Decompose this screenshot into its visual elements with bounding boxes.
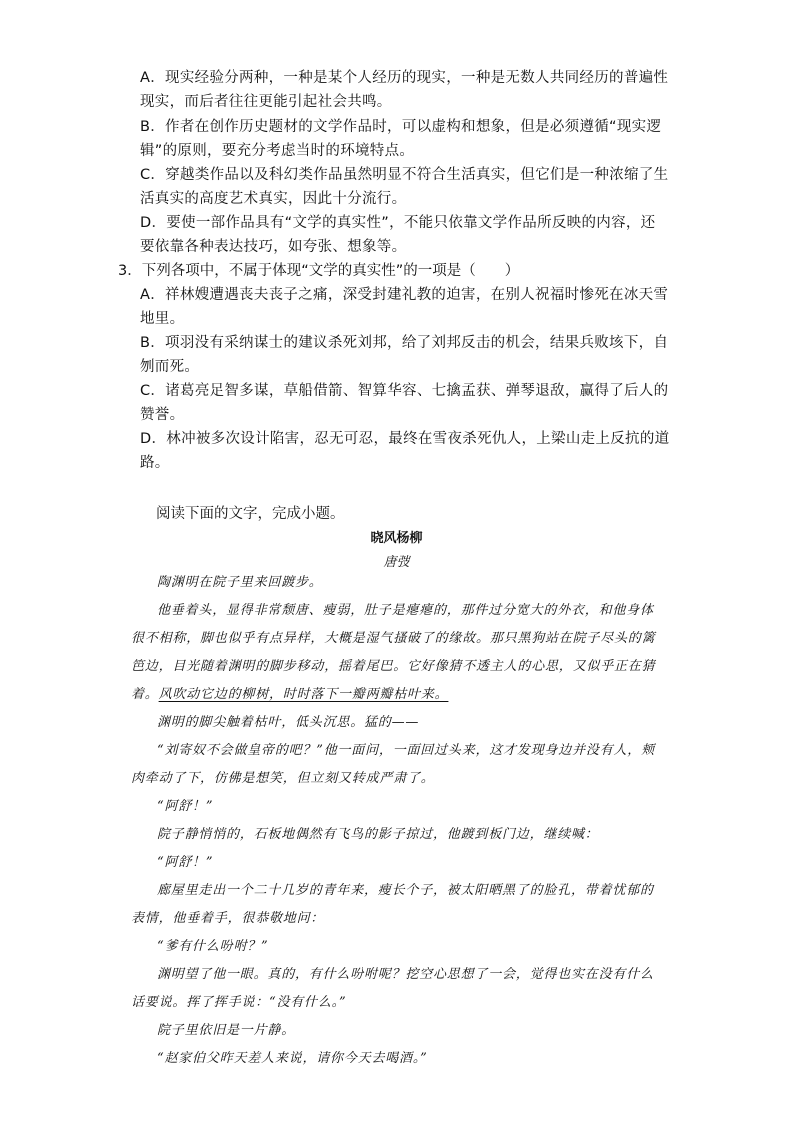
story-title: 晓风杨柳 xyxy=(370,531,423,546)
q2-option-c: C．穿越类作品以及科幻类作品虽然明显不符合生活真实，但它们是一种浓缩了生活真实的高度艺术真实，因此十分流行。 xyxy=(140,167,669,207)
q3-option-d: D．林冲被多次设计陷害，忍无可忍，最终在雪夜杀死仇人，上梁山走上反抗的道路。 xyxy=(140,431,670,471)
q2-option-d: D．要使一部作品具有“文学的真实性”，不能只依靠文学作品所反映的内容，还要依靠各种表达技巧，如夸张、想象等。 xyxy=(140,215,656,255)
story-paragraph: 廊屋里走出一个二十几岁的青年来，瘦长个子，被太阳晒黑了的脸孔，带着忧郁的表情，他垂着手，很恭敬地问： xyxy=(131,883,654,926)
story-paragraph xyxy=(131,597,666,709)
story-paragraph: 渊明望了他一眼。真的，有什么吩咐呢？挖空心思想了一会，觉得也实在没有什么话要说。挥了挥手说：“没有什么。” xyxy=(131,967,654,1010)
q3-option-c: C．诸葛亮足智多谋，草船借箭、智算华容、七擒孟获、弹琴退敌，赢得了后人的赞誉。 xyxy=(140,383,669,423)
story-paragraph: “爹有什么吩咐？” xyxy=(157,939,269,954)
story-text: 他垂着头，显得非常颓唐、瘦弱，肚子是瘪瘪的，那件过分宽大的外衣，和他身体很不相称，脚也似乎有点异样，大概是湿气搔破了的缘故。那只黑狗站在院子尽头的篱笆边，目光随着渊明的脚步移动，摇着尾巴。它好像猜不透主人的心思，又似乎正在猜着。 xyxy=(131,603,656,702)
q3-stem: 3．下列各项中，不属于体现“文学的真实性”的一项是（ ） xyxy=(118,263,520,279)
story-paragraph: 院子静悄悄的，石板地偶然有飞鸟的影子掠过，他踱到板门边，继续喊： xyxy=(157,827,599,842)
underlined-sentence: 风吹动它边的柳树，时时落下一瓣两瓣枯叶来。 xyxy=(158,687,449,702)
story-body xyxy=(131,569,666,1073)
q2-option-b: B．作者在创作历史题材的文学作品时，可以虚构和想象，但是必须遵循“现实逻辑”的原则，要充分考虑当时的环境特点。 xyxy=(140,119,662,159)
story-paragraph: 渊明的脚尖触着枯叶，低头沉思。猛的—— xyxy=(157,715,420,730)
story-paragraph: 陶渊明在院子里来回踱步。 xyxy=(157,575,323,590)
story-paragraph: 院子里依旧是一片静。 xyxy=(157,1023,296,1038)
story-paragraph: “阿舒！” xyxy=(157,855,214,870)
q3-option-a: A．祥林嫂遭遇丧夫丧子之痛，深受封建礼教的迫害，在别人祝福时惨死在冰天雪地里。 xyxy=(140,287,669,327)
reading-instruction: 阅读下面的文字，完成小题。 xyxy=(156,506,345,522)
story-paragraph: “赵家伯父昨天差人来说，请你今天去喝酒。” xyxy=(157,1051,428,1066)
q3-option-b: B．项羽没有采纳谋士的建议杀死刘邦，给了刘邦反击的机会，结果兵败垓下，自刎而死。 xyxy=(140,335,669,375)
story-author: 唐弢 xyxy=(383,555,410,570)
story-paragraph: “阿舒！” xyxy=(157,799,214,814)
story-paragraph: “刘寄奴不会做皇帝的吧？”他一面问，一面回过头来，这才发现身边并没有人，颊肉牵动了下，仿佛是想笑，但立刻又转成严肃了。 xyxy=(131,743,655,786)
q2-option-a: A．现实经验分两种，一种是某个人经历的现实，一种是无数人共同经历的普遍性现实，而后者往往更能引起社会共鸣。 xyxy=(140,70,669,110)
